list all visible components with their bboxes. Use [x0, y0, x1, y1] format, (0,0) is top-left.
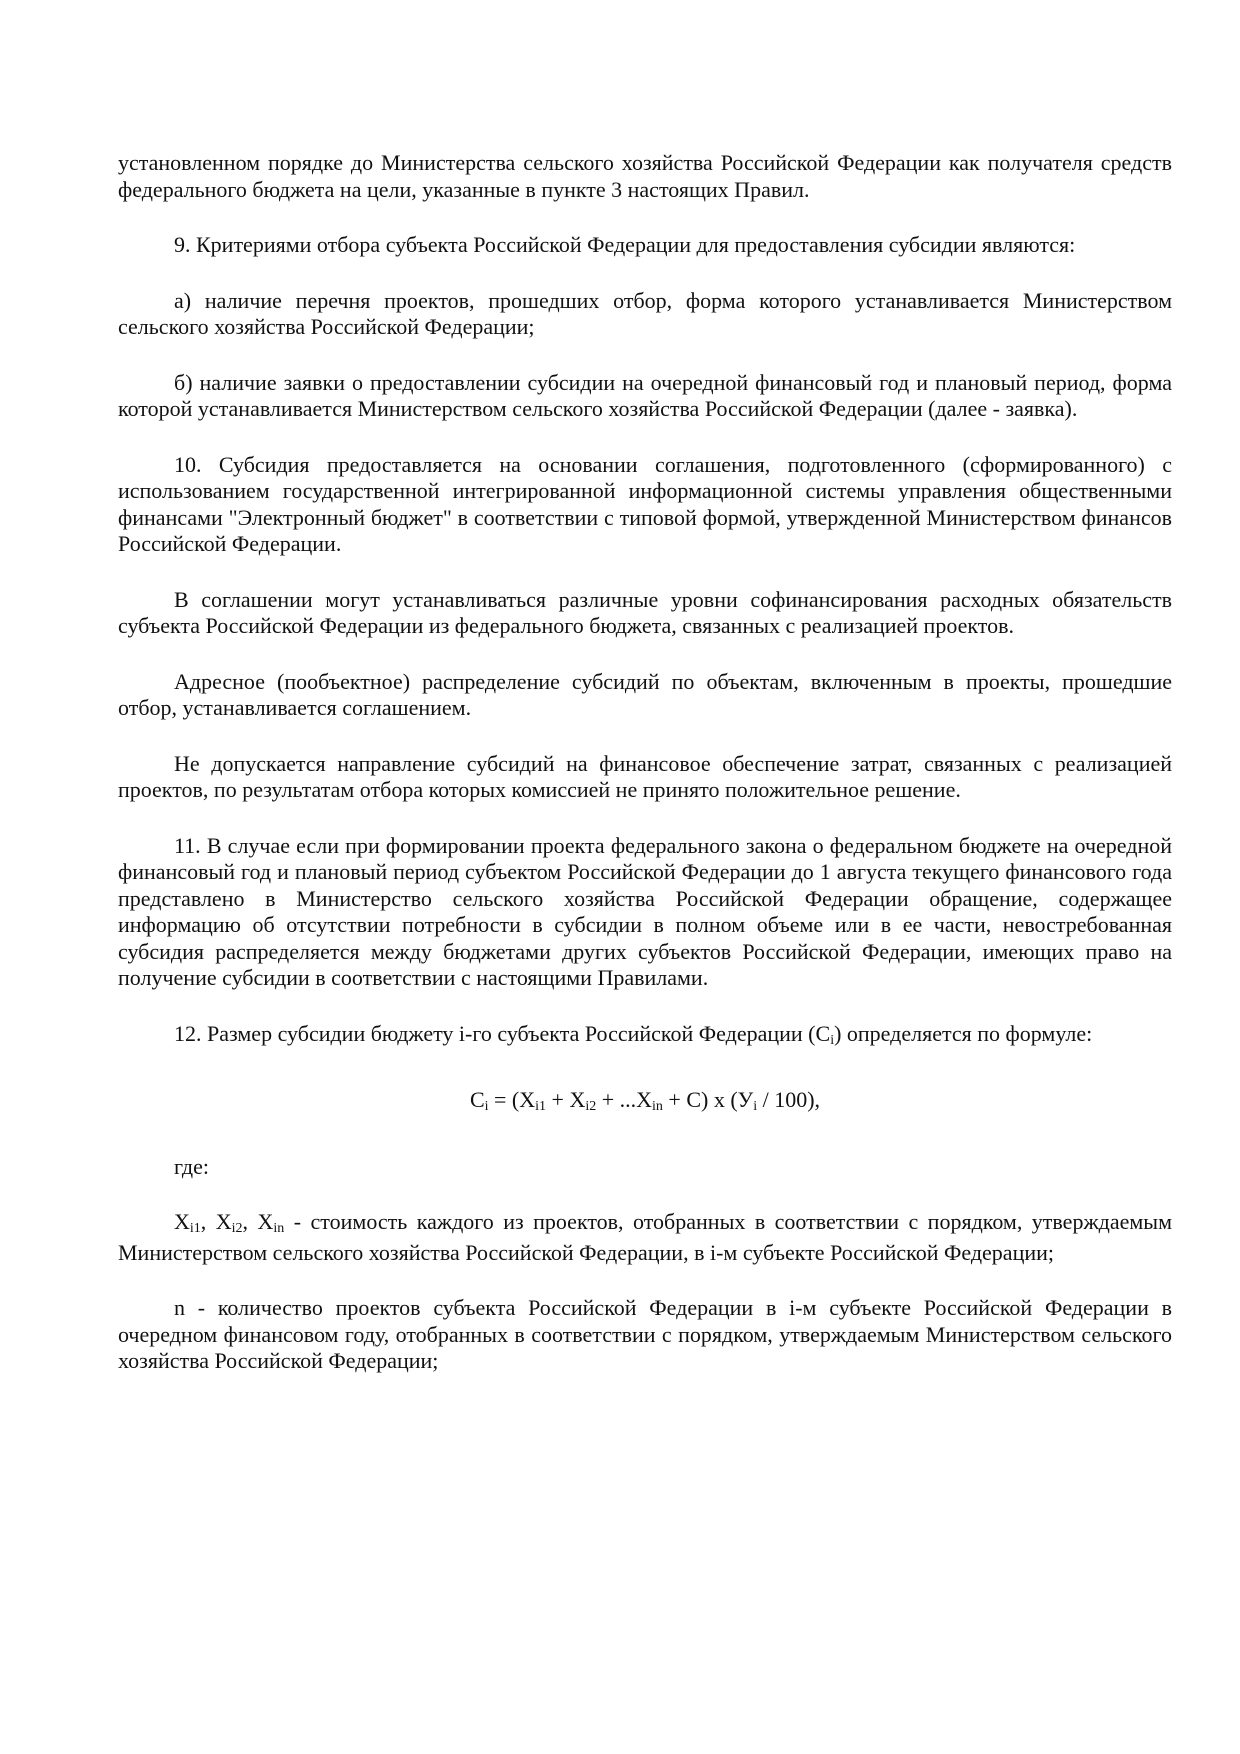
subscript: i2: [231, 1221, 243, 1236]
text: + X: [546, 1087, 586, 1112]
subscript: i: [830, 1032, 835, 1048]
paragraph-10-restriction: Не допускается направление субсидий на финансовое обеспечение затрат, связанных с реализацией проектов, по результатам отбора которых комиссией не принято положительное решение.: [118, 750, 1172, 802]
text: + ...X: [596, 1087, 653, 1112]
paragraph-n-definition: n - количество проектов субъекта Российской Федерации в i-м субъекте Российской Федерации в очередном финансовом году, отобранных в соответствии с порядком, утверждаемым Министерством сельского хозяйства Российской Федерации;: [118, 1295, 1172, 1373]
subscript: in: [652, 1099, 663, 1114]
text: X: [174, 1209, 190, 1234]
text: ) определяется по формуле:: [834, 1020, 1093, 1046]
paragraph-x-definition: [118, 1209, 1172, 1266]
text: - стоимость каждого из проектов, отобранных в соответствии с порядком, утверждаемым Министерством сельского хозяйства Российской Федерации, в i-м субъекте Российской Федерации;: [118, 1209, 1172, 1265]
paragraph-9: 9. Критериями отбора субъекта Российской Федерации для предоставления субсидии являются:: [174, 232, 1076, 257]
text: 12. Размер субсидии бюджету i-го субъекта Российской Федерации (C: [174, 1020, 831, 1046]
text: C: [469, 1087, 485, 1112]
formula: [118, 1087, 1172, 1118]
paragraph-9b: б) наличие заявки о предоставлении субсидии на очередной финансовый год и плановый период, форма которой устанавливается Министерством сельского хозяйства Российской Федерации (далее - заявка).: [118, 369, 1172, 421]
paragraph-11: 11. В случае если при формировании проекта федерального закона о федеральном бюджете на очередной финансовый год и плановый период субъектом Российской Федерации до 1 августа текущего финансового года представлено в Министерство сельского хозяйства Российской Федерации обращение, содержащее информацию об отсутствии потребности в субсидии в полном объеме или в ее части, невостребованная субсидия распределяется между бюджетами других субъектов Российской Федерации, имеющих право на получение субсидии в соответствии с настоящими Правилами.: [118, 832, 1172, 990]
subscript: i2: [585, 1099, 597, 1114]
subscript: in: [273, 1221, 285, 1236]
paragraph-10-distribution: Адресное (пообъектное) распределение субсидий по объектам, включенным в проекты, прошедшие отбор, устанавливается соглашением.: [118, 668, 1172, 720]
subscript: i1: [535, 1099, 547, 1114]
text: / 100),: [757, 1087, 821, 1112]
paragraph-10: 10. Субсидия предоставляется на основании соглашения, подготовленного (сформированного) с использованием государственной интегрированной информационной системы управления общественными финансами "Электронный бюджет" в соответствии с типовой формой, утвержденной Министерством финансов Российской Федерации.: [118, 451, 1172, 556]
text: , X: [242, 1209, 274, 1234]
text: = (X: [488, 1087, 536, 1112]
document-page: [118, 150, 1172, 1404]
subscript: i: [484, 1099, 489, 1114]
paragraph-12: [118, 1021, 1172, 1052]
subscript: i1: [189, 1221, 201, 1236]
paragraph-9a: а) наличие перечня проектов, прошедших отбор, форма которого устанавливается Министерством сельского хозяйства Российской Федерации;: [118, 287, 1172, 339]
text: + C) x (У: [662, 1087, 754, 1112]
paragraph-10-cofinancing: В соглашении могут устанавливаться различные уровни софинансирования расходных обязательств субъекта Российской Федерации из федерального бюджета, связанных с реализацией проектов.: [118, 586, 1172, 638]
text: , X: [200, 1209, 232, 1234]
paragraph-continuation: установленном порядке до Министерства сельского хозяйства Российской Федерации как получателя средств федерального бюджета на цели, указанные в пункте 3 настоящих Правил.: [118, 150, 1172, 202]
where-label: где:: [174, 1153, 209, 1179]
subscript: i: [753, 1099, 758, 1114]
